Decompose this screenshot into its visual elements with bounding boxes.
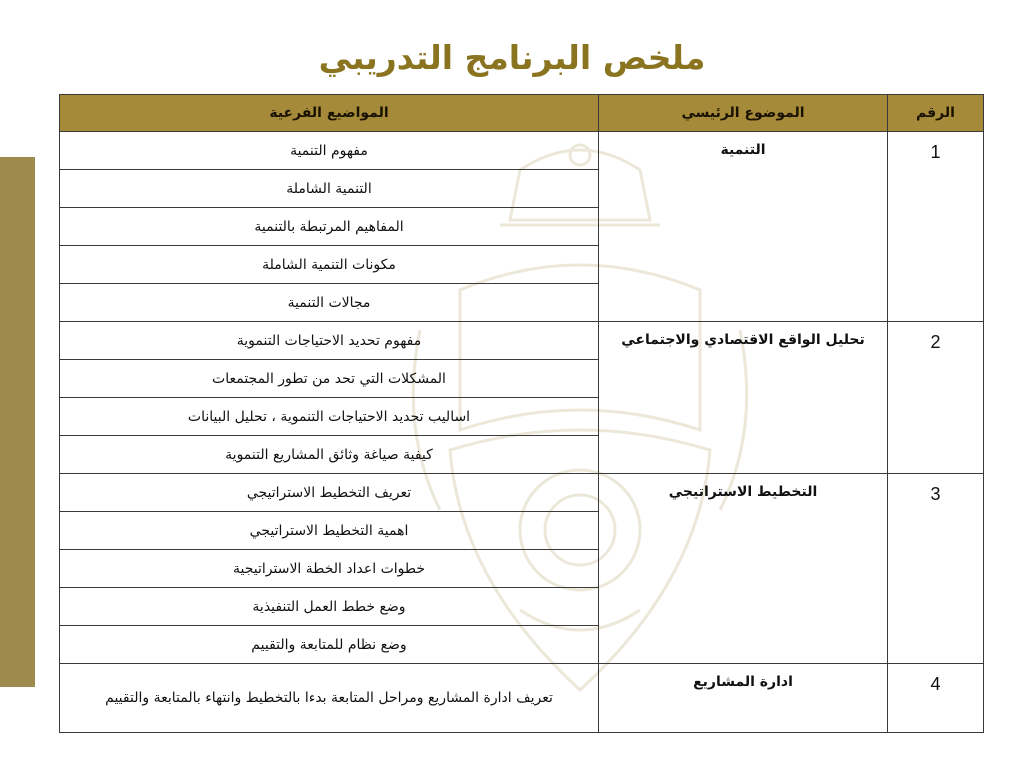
row-number-cell: 1 (888, 132, 984, 322)
header-number: الرقم (888, 95, 984, 132)
table-row (60, 322, 984, 360)
main-topic-cell: التنمية (599, 132, 888, 322)
sub-topic-cell: خطوات اعداد الخطة الاستراتيجية (60, 550, 599, 588)
row-number-cell: 4 (888, 664, 984, 733)
sub-topic-cell: تعريف التخطيط الاستراتيجي (60, 474, 599, 512)
sub-topic-cell: مفهوم التنمية (60, 132, 599, 170)
table-row (60, 474, 984, 512)
main-topic-cell: التخطيط الاستراتيجي (599, 474, 888, 664)
sub-topic-cell: تعريف ادارة المشاريع ومراحل المتابعة بدءا بالتخطيط وانتهاء بالمتابعة والتقييم (60, 664, 599, 733)
sub-topic-cell: اساليب تحديد الاحتياجات التنموية ، تحليل البيانات (60, 398, 599, 436)
sub-topic-cell: مكونات التنمية الشاملة (60, 246, 599, 284)
table-row (60, 132, 984, 170)
sub-topic-cell: اهمية التخطيط الاستراتيجي (60, 512, 599, 550)
sub-topic-cell: المفاهيم المرتبطة بالتنمية (60, 208, 599, 246)
header-main-topic: الموضوع الرئيسي (599, 95, 888, 132)
sub-topic-cell: كيفية صياغة وثائق المشاريع التنموية (60, 436, 599, 474)
sub-topic-cell: وضع خطط العمل التنفيذية (60, 588, 599, 626)
side-accent-bar (0, 157, 35, 687)
table-row (60, 664, 984, 733)
header-sub-topics: المواضيع الفرعية (60, 95, 599, 132)
row-number-cell: 2 (888, 322, 984, 474)
main-topic-cell: ادارة المشاريع (599, 664, 888, 733)
table-header-row (60, 95, 984, 132)
sub-topic-cell: مجالات التنمية (60, 284, 599, 322)
sub-topic-cell: وضع نظام للمتابعة والتقييم (60, 626, 599, 664)
sub-topic-cell: مفهوم تحديد الاحتياجات التنموية (60, 322, 599, 360)
training-program-table (59, 94, 984, 733)
sub-topic-cell: المشكلات التي تحد من تطور المجتمعات (60, 360, 599, 398)
row-number-cell: 3 (888, 474, 984, 664)
slide-title: ملخص البرنامج التدريبي (318, 38, 706, 77)
sub-topic-cell: التنمية الشاملة (60, 170, 599, 208)
main-topic-cell: تحليل الواقع الاقتصادي والاجتماعي (599, 322, 888, 474)
